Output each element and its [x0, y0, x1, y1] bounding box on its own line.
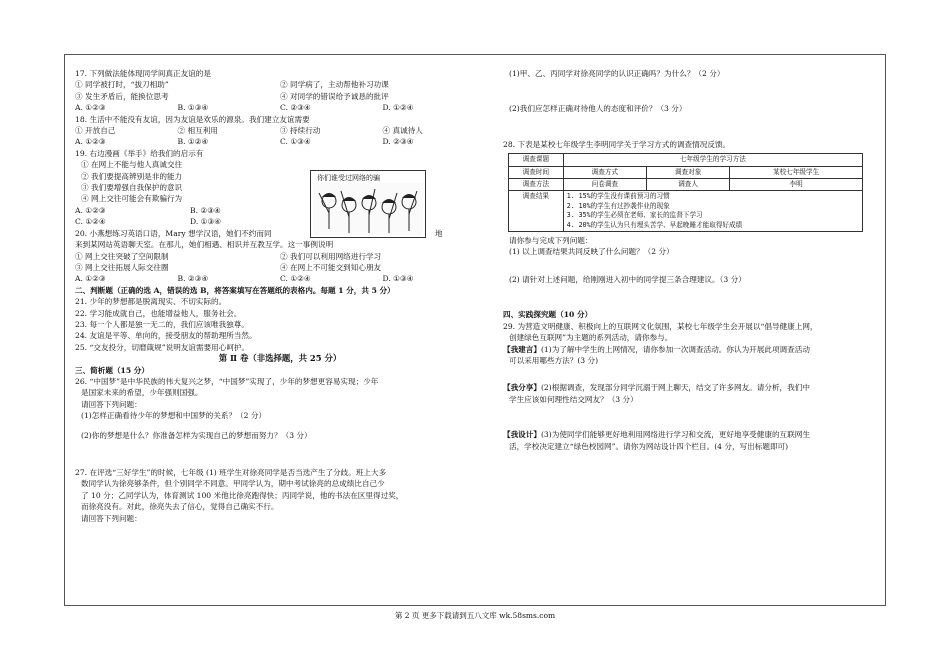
left-column [75, 68, 485, 524]
q29-2-line-1 [503, 382, 883, 393]
q19-opt-3: ③ 我们要增强自我保护的意识 [81, 183, 183, 193]
q19-choice-b: B. ②③④ [190, 205, 221, 215]
q17-options [75, 79, 485, 90]
q17-opt-1: ① 同学被打时，“拔刀相助” [75, 80, 169, 90]
comic-illustration [310, 170, 426, 238]
q17-choice-c: C. ②③④ [280, 103, 311, 113]
table-way-value: 问卷调查 [563, 179, 646, 191]
q18-opt-3: ③ 持续行动 [280, 126, 321, 136]
table-result-label: 调查结果 [509, 191, 564, 232]
q29-1-line-1 [503, 344, 883, 355]
q17-stem: 17. 下列做法能体现同学间真正友谊的是 [75, 69, 211, 78]
survey-table [508, 153, 863, 232]
q29-stem-1: 29. 为营造文明健康、积极向上的互联网文化氛围，某校七年级学生会开展以“倡导健康上网， [503, 321, 818, 331]
q18-options [75, 125, 485, 136]
q29-3-text: (3)为使同学们能够更好地利用网络进行学习和交流，更好地享受健康的互联网生 [540, 430, 810, 440]
q19-opt-2: ② 我们要提高辨别是非的能力 [81, 171, 183, 181]
q29-2-line-2: 学生应该如何理性结交网友？（3 分） [509, 394, 638, 404]
q28-sub-intro: 请你参与完成下列问题： [509, 236, 593, 246]
q26-line-1: 26. “中国梦”是中华民族的伟大复兴之梦，“中国梦”实现了，少年的梦想更容易实现；少年 [75, 376, 379, 386]
q29-1-text: (1)为了解中学生的上网情况，请你参加一次调查活动。你认为开展此项调查活动 [540, 344, 810, 354]
judge-25: 25. “交友投分，切磨箴规”说明友谊需要用心呵护。 [75, 342, 250, 352]
section3-title: 三、简析题（15 分） [75, 365, 149, 375]
table-method-label: 调查方式 [563, 166, 646, 178]
q18-choice-c: C. ①③④ [280, 137, 311, 147]
table-result-4: 4. 20%的学生认为只有埋头苦学、早起晚睡才能取得好成绩 [566, 220, 743, 229]
part2-title: 第 Ⅱ 卷（非选择题，共 25 分） [218, 353, 342, 364]
table-person-value: 李明 [730, 179, 863, 191]
q29-3-tag: 【我设计】 [503, 430, 541, 440]
q19-opt-4: ④ 网上交往可能会有欺骗行为 [81, 194, 183, 204]
table-result-2: 2. 10%的学生有过抄袭作业的现象 [566, 201, 670, 210]
table-object-label: 调查对象 [646, 166, 729, 178]
q17-opt-2: ② 同学病了，主动帮他补习功课 [280, 80, 389, 90]
q17-opt-4: ④ 对同学的错误给予诚恳的批评 [280, 91, 389, 101]
judge-21: 21. 少年的梦想都是脱离现实、不切实际的。 [75, 297, 227, 307]
q29-3-line-1 [503, 429, 883, 440]
q18-opt-4: ④ 真诚待人 [382, 126, 423, 136]
q20-choice-b: B. ②③④ [177, 274, 209, 284]
page-footer: 第 2 页 更多下载请到五八文库 wk.58sms.com [394, 611, 556, 620]
q26-line-3: 请回答下列问题： [81, 399, 142, 409]
q29-2-tag: 【我分享】 [503, 383, 541, 393]
q18-opt-2: ② 相互利用 [177, 126, 218, 136]
q17-opt-3: ③ 发生矛盾后，能换位思考 [75, 91, 169, 101]
q27-line-1: 27. 在评选“三好学生”的时候，七年级 (1) 班学生对徐亮同学是否当选产生了分歧。班上大多 [75, 468, 387, 477]
q18-choice-a: A. ①②③ [75, 137, 106, 147]
q27-sub-1: (1)甲、乙、丙同学对徐亮同学的认识正确吗？为什么？（2 分） [509, 69, 725, 78]
q19-choices-row1 [75, 205, 305, 216]
q19-choices-row2 [75, 216, 305, 227]
q29-stem-2: 创建绿色互联网”为主题的系列活动，请你参与。 [509, 333, 673, 343]
table-result-3: 3. 35%的学生必须在老师、家长的监督下学习 [566, 211, 703, 220]
section4-title: 四、实践探究题（10 分） [503, 310, 593, 320]
q17-choice-a: A. ①②③ [75, 103, 106, 113]
q20-stem2: 来到某网站英语聊天室。在那儿，她们相遇、相识并互教互学。这一事例说明 [75, 240, 334, 250]
q29-3-line-2: 活，学校决定建立“绿色校园网”。请你为网站设计四个栏目。(4 分，写出标题即可) [509, 441, 789, 451]
q20-opt-4: ④ 在网上不可能交到知心朋友 [280, 262, 382, 272]
q27-line-4: 而徐亮没有。对此，徐亮失去了信心，觉得自己确实不行。 [81, 502, 279, 512]
q17-choices [75, 102, 485, 113]
table-result-list [563, 191, 862, 232]
q26-sub-1: (1)怎样正确看待少年的梦想和中国梦的关系？（2 分） [81, 411, 267, 421]
q29-1-line-2: 可以采用哪些方法？(3 分) [509, 355, 599, 365]
table-result-1: 1. 15%的学生没有课前预习的习惯 [566, 192, 670, 201]
q27-line-5: 请回答下列问题： [81, 513, 142, 523]
q19-choice-c: C. ①②④ [75, 217, 106, 227]
q27-sub-2: (2)我们应怎样正确对待他人的态度和评价？（3 分） [509, 104, 687, 114]
q20-choice-d: D. ①③④ [382, 274, 414, 284]
judge-22: 22. 学习能成就自己，也能增益他人，服务社会。 [75, 308, 242, 318]
q18-choice-d: D. ②③④ [382, 137, 414, 147]
q18-stem: 18. 生活中不能没有友谊，因为友谊是欢乐的源泉。我们建立友谊需要 [75, 114, 310, 124]
q26-sub-2: (2)你的梦想是什么？你准备怎样为实现自己的梦想而努力？（3 分） [81, 430, 312, 440]
q20-stem: 20. 小燕想练习英语口语，Mary 想学汉语，她们不约而同 [75, 228, 272, 238]
q17-choice-b: B. ①③④ [177, 103, 209, 113]
q19-stem: 19. 右边漫画《举手》给我们的启示有 [75, 148, 204, 158]
q29-1-tag: 【我建言】 [503, 344, 541, 354]
q28-sub-1: (1) 以上调查结果共同反映了什么问题？（2 分） [509, 247, 674, 257]
q28-stem: 28. 下表是某校七年级学生李明同学关于学习方式的调查情况反馈。 [503, 139, 731, 149]
table-object-value: 某校七年级学生 [730, 166, 863, 178]
right-column [503, 68, 883, 452]
q20-choices [75, 273, 485, 284]
table-person-label: 调查人 [646, 179, 729, 191]
q19-opt-1: ① 在网上不能与他人真诚交往 [81, 160, 183, 170]
table-topic-label: 调查课题 [509, 154, 564, 166]
q19-choice-a: A. ①②③ [75, 205, 106, 215]
q18-choices [75, 136, 485, 147]
table-time-label: 调查时间 [509, 166, 564, 178]
judge-23: 23. 每一个人都是独一无二的，我们应该唯我独尊。 [75, 319, 249, 329]
section2-title: 二、判断题（正确的选 A，错误的选 B，将答案填写在答题纸的表格内。每题 1 分，共 5 分） [75, 285, 395, 295]
q20-choice-a: A. ①②③ [75, 274, 106, 284]
q20-choice-c: C. ①②④ [280, 274, 311, 284]
q20-opt-1: ① 网上交往突破了空间限制 [75, 251, 169, 261]
table-way-label: 调查方法 [509, 179, 564, 191]
q20-opt-3: ③ 网上交往拓展人际交往圈 [75, 262, 169, 272]
q18-choice-b: B. ①②④ [177, 137, 209, 147]
comic-caption: 你们谁受过网络的骗 [317, 174, 380, 182]
q27-line-3: 了 10 分；乙同学认为，体育测试 100 米他比徐亮跑得快；丙同学说，他的书法在区里得过奖， [81, 490, 404, 500]
q17-choice-d: D. ①②④ [382, 103, 414, 113]
q19-choice-d: D. ①③④ [190, 217, 222, 227]
q28-sub-2: (2) 请针对上述问题，给刚刚进入初中的同学提三条合理建议。（3 分） [509, 274, 746, 284]
q27-line-2: 数同学认为徐亮够条件，但个别同学不同意。甲同学认为，期中考试徐亮的总成绩比自己少 [81, 479, 385, 489]
q20-stem-tail: 地 [435, 228, 443, 238]
table-topic-value: 七年级学生的学习方法 [563, 154, 862, 166]
q18-opt-1: ① 开放自己 [75, 126, 116, 136]
q26-line-2: 是国家未来的希望，少年强则国强。 [81, 388, 203, 398]
q29-2-text: (2)根据调查，发现部分同学沉溺于网上聊天，结交了许多网友。请分析，我们中 [540, 383, 810, 393]
q20-opt-2: ② 我们可以利用网络进行学习 [280, 251, 382, 261]
judge-24: 24. 友谊是平等、单向的，接受朋友的帮助理所当然。 [75, 331, 257, 341]
